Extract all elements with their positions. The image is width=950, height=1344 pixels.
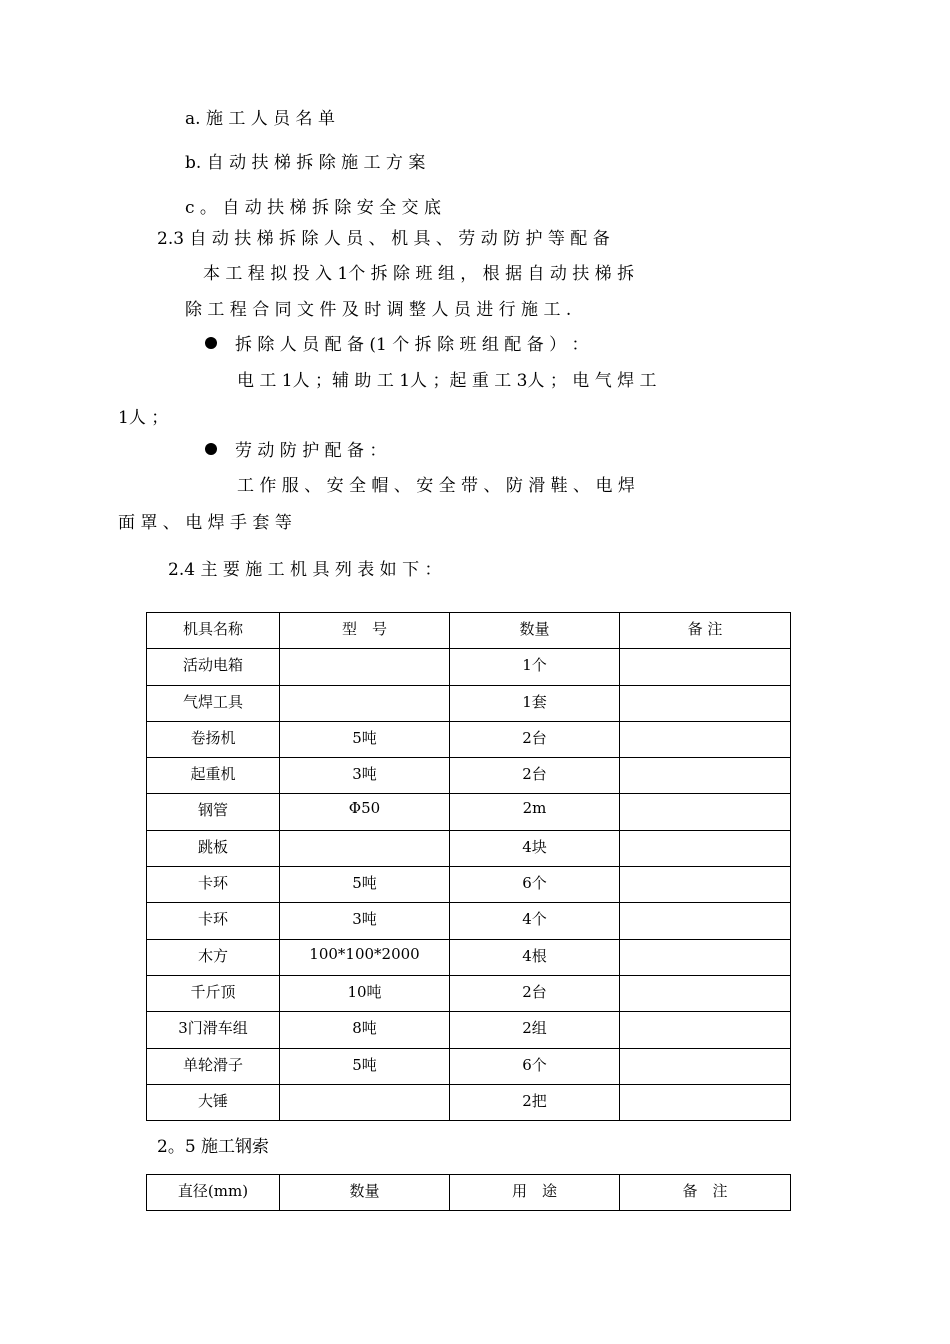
table-cell: 卡环 bbox=[147, 867, 280, 903]
table-cell bbox=[280, 649, 450, 685]
table-cell: 2把 bbox=[450, 1084, 620, 1120]
table-cell: 10吨 bbox=[280, 975, 450, 1011]
header-cell: 机具名称 bbox=[147, 613, 280, 649]
table-cell: 6个 bbox=[450, 1048, 620, 1084]
table-row bbox=[147, 721, 791, 757]
table-cell: 起重机 bbox=[147, 758, 280, 794]
table-cell: 4个 bbox=[450, 903, 620, 939]
table-cell: 1个 bbox=[450, 649, 620, 685]
table-cell bbox=[620, 758, 791, 794]
table-cell bbox=[620, 721, 791, 757]
table-cell bbox=[280, 830, 450, 866]
table-cell: 5吨 bbox=[280, 1048, 450, 1084]
section-2-3-heading: 2.3 自 动 扶 梯 拆 除 人 员 、 机 具 、 劳 动 防 护 等 配 备 bbox=[157, 229, 610, 249]
table-header-row bbox=[147, 1175, 791, 1211]
table-cell bbox=[620, 975, 791, 1011]
table-row bbox=[147, 649, 791, 685]
table-cell: 跳板 bbox=[147, 830, 280, 866]
table-row bbox=[147, 1048, 791, 1084]
list-item-a: a. 施 工 人 员 名 单 bbox=[185, 109, 335, 129]
table-cell: 6个 bbox=[450, 867, 620, 903]
table-cell: 2台 bbox=[450, 758, 620, 794]
section-2-3-para-line1: 本 工 程 拟 投 入 1个 拆 除 班 组 ， 根 据 自 动 扶 梯 拆 bbox=[203, 264, 635, 284]
table-cell bbox=[620, 867, 791, 903]
header-cell: 备 注 bbox=[620, 613, 791, 649]
bullet-staff-text: 拆 除 人 员 配 备 (1 个 拆 除 班 组 配 备 ） ： bbox=[235, 335, 589, 355]
table-cell: 4块 bbox=[450, 830, 620, 866]
table-cell bbox=[620, 685, 791, 721]
header-cell: 数量 bbox=[280, 1175, 450, 1211]
table-row bbox=[147, 685, 791, 721]
header-cell: 型 号 bbox=[280, 613, 450, 649]
table-cell: 卷扬机 bbox=[147, 721, 280, 757]
section-2-5-heading: 2。5 施工钢索 bbox=[157, 1137, 270, 1157]
table-cell: 3门滑车组 bbox=[147, 1012, 280, 1048]
table-cell: 单轮滑子 bbox=[147, 1048, 280, 1084]
table-cell: 大锤 bbox=[147, 1084, 280, 1120]
table-row bbox=[147, 903, 791, 939]
list-item-c: c 。 自 动 扶 梯 拆 除 安 全 交 底 bbox=[185, 198, 441, 218]
tools-table bbox=[146, 612, 791, 1121]
header-cell: 数量 bbox=[450, 613, 620, 649]
table-cell: 5吨 bbox=[280, 721, 450, 757]
table-cell bbox=[620, 1048, 791, 1084]
table-cell: 3吨 bbox=[280, 758, 450, 794]
ppe-line2: 面 罩 、 电 焊 手 套 等 bbox=[118, 513, 292, 533]
table-cell: 2台 bbox=[450, 721, 620, 757]
table-cell bbox=[620, 830, 791, 866]
table-header-row bbox=[147, 613, 791, 649]
table-row bbox=[147, 975, 791, 1011]
list-item-b: b. 自 动 扶 梯 拆 除 施 工 方 案 bbox=[185, 153, 426, 173]
table-cell: 5吨 bbox=[280, 867, 450, 903]
table-cell: 2台 bbox=[450, 975, 620, 1011]
table-cell bbox=[620, 1012, 791, 1048]
bullet-icon bbox=[205, 443, 217, 455]
header-cell: 用 途 bbox=[450, 1175, 620, 1211]
section-2-4-heading: 2.4 主 要 施 工 机 具 列 表 如 下 ： bbox=[168, 560, 442, 580]
staff-line2: 1人 ； bbox=[118, 408, 169, 428]
table-cell: 4根 bbox=[450, 939, 620, 975]
table-cell: 卡环 bbox=[147, 903, 280, 939]
table-row bbox=[147, 867, 791, 903]
table-cell: 活动电箱 bbox=[147, 649, 280, 685]
table-row bbox=[147, 794, 791, 830]
table-cell: 气焊工具 bbox=[147, 685, 280, 721]
table-cell: 钢管 bbox=[147, 794, 280, 830]
section-2-3-para-line2: 除 工 程 合 同 文 件 及 时 调 整 人 员 进 行 施 工 . bbox=[185, 300, 572, 320]
table-cell bbox=[620, 939, 791, 975]
bullet-icon bbox=[205, 337, 217, 349]
bullet-ppe-text: 劳 动 防 护 配 备 ： bbox=[235, 441, 387, 461]
table-cell: 1套 bbox=[450, 685, 620, 721]
table-row bbox=[147, 830, 791, 866]
table-row bbox=[147, 758, 791, 794]
table-cell bbox=[620, 794, 791, 830]
table-row bbox=[147, 1084, 791, 1120]
table-cell bbox=[620, 1084, 791, 1120]
table-row bbox=[147, 939, 791, 975]
table-cell bbox=[280, 685, 450, 721]
ppe-line1: 工 作 服 、 安 全 帽 、 安 全 带 、 防 滑 鞋 、 电 焊 bbox=[237, 476, 635, 496]
table-cell bbox=[620, 649, 791, 685]
table-cell: 木方 bbox=[147, 939, 280, 975]
header-cell: 备 注 bbox=[620, 1175, 791, 1211]
rope-table bbox=[146, 1174, 791, 1211]
table-cell: 千斤顶 bbox=[147, 975, 280, 1011]
table-cell bbox=[620, 903, 791, 939]
table-row bbox=[147, 1012, 791, 1048]
table-cell: Φ50 bbox=[280, 794, 450, 830]
bullet-staff bbox=[205, 330, 589, 355]
table-cell: 8吨 bbox=[280, 1012, 450, 1048]
table-cell: 2m bbox=[450, 794, 620, 830]
table-cell: 3吨 bbox=[280, 903, 450, 939]
staff-line1: 电 工 1人 ；辅 助 工 1人 ；起 重 工 3人 ； 电 气 焊 工 bbox=[237, 371, 657, 391]
table-cell: 2组 bbox=[450, 1012, 620, 1048]
table-cell: 100*100*2000 bbox=[280, 939, 450, 975]
table-cell bbox=[280, 1084, 450, 1120]
bullet-ppe bbox=[205, 436, 386, 461]
header-cell: 直径(mm) bbox=[147, 1175, 280, 1211]
